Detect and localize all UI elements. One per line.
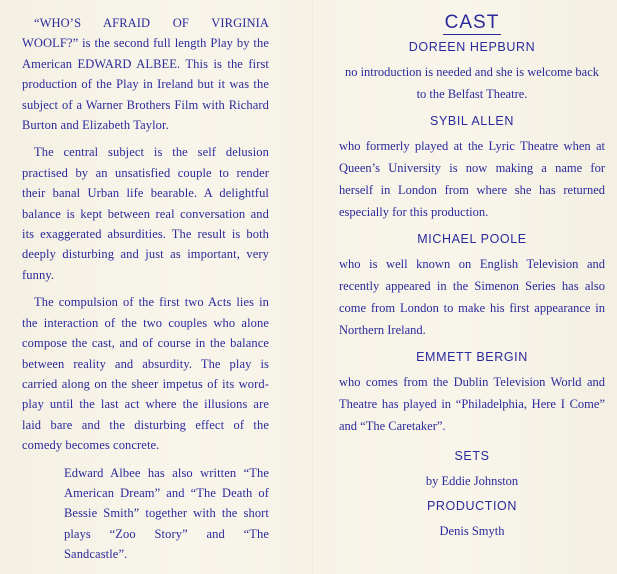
cast-bio-sybil-allen: who formerly played at the Lyric Theatre when at Queen’s University is now making a name for herself in London from where she has returned especially for this production.	[339, 139, 605, 220]
right-column	[339, 13, 605, 543]
intro-paragraph: “WHO’S AFRAID OF VIRGINIA WOOLF?” is the second full length Play by the American EDWARD ALBEE. This is the first production of the Play in Ireland but it was the subject of a Warner Brothers Film with Richard Burton and Elizabeth Taylor.	[22, 16, 269, 133]
production-heading: PRODUCTION	[426, 499, 518, 514]
left-column	[22, 13, 269, 572]
subject-paragraph: The central subject is the self delusion practised by an unsatisfied couple to render their banal Urban life bearable. A delightful balance is kept between real conversation and its exaggerated absurdities. The result is both deeply disturbing and just as important, very funny.	[22, 145, 269, 282]
cast-heading: CAST	[444, 12, 500, 33]
cast-bio-michael-poole: who is well known on English Television and recently appeared in the Simenon Series has also come from London to make his first appearance in Northern Ireland.	[339, 257, 605, 338]
cast-name-michael-poole: MICHAEL POOLE	[417, 232, 527, 247]
cast-bio-emmett-bergin: who comes from the Dublin Television World and Theatre has played in “Philadelphia, Here I Come” and “The Caretaker”.	[339, 375, 605, 434]
cast-bio-doreen-hepburn: no introduction is needed and she is welcome back to the Belfast Theatre.	[344, 65, 600, 102]
cast-name-emmett-bergin: EMMETT BERGIN	[416, 350, 528, 365]
page-fold	[312, 0, 314, 574]
compulsion-paragraph: The compulsion of the first two Acts lies in the interaction of the two couples who alone compose the cast, and of course in the balance between reality and absurdity. The play is carried along on the sheer impetus of its word-play until the last act where the illusions are laid bare and the disturbing effect of the comedy becomes concrete.	[22, 295, 269, 453]
other-works-paragraph: Edward Albee has also written “The American Dream” and “The Death of Bessie Smith” together with the short plays “Zoo Story” and “The Sandcastle”.	[64, 465, 269, 562]
sets-heading: SETS	[454, 449, 490, 464]
cast-name-sybil-allen: SYBIL ALLEN	[430, 114, 514, 129]
cast-name-doreen-hepburn: DOREEN HEPBURN	[408, 40, 536, 55]
production-credit: Denis Smyth	[439, 524, 505, 539]
sets-credit: by Eddie Johnston	[425, 474, 519, 489]
